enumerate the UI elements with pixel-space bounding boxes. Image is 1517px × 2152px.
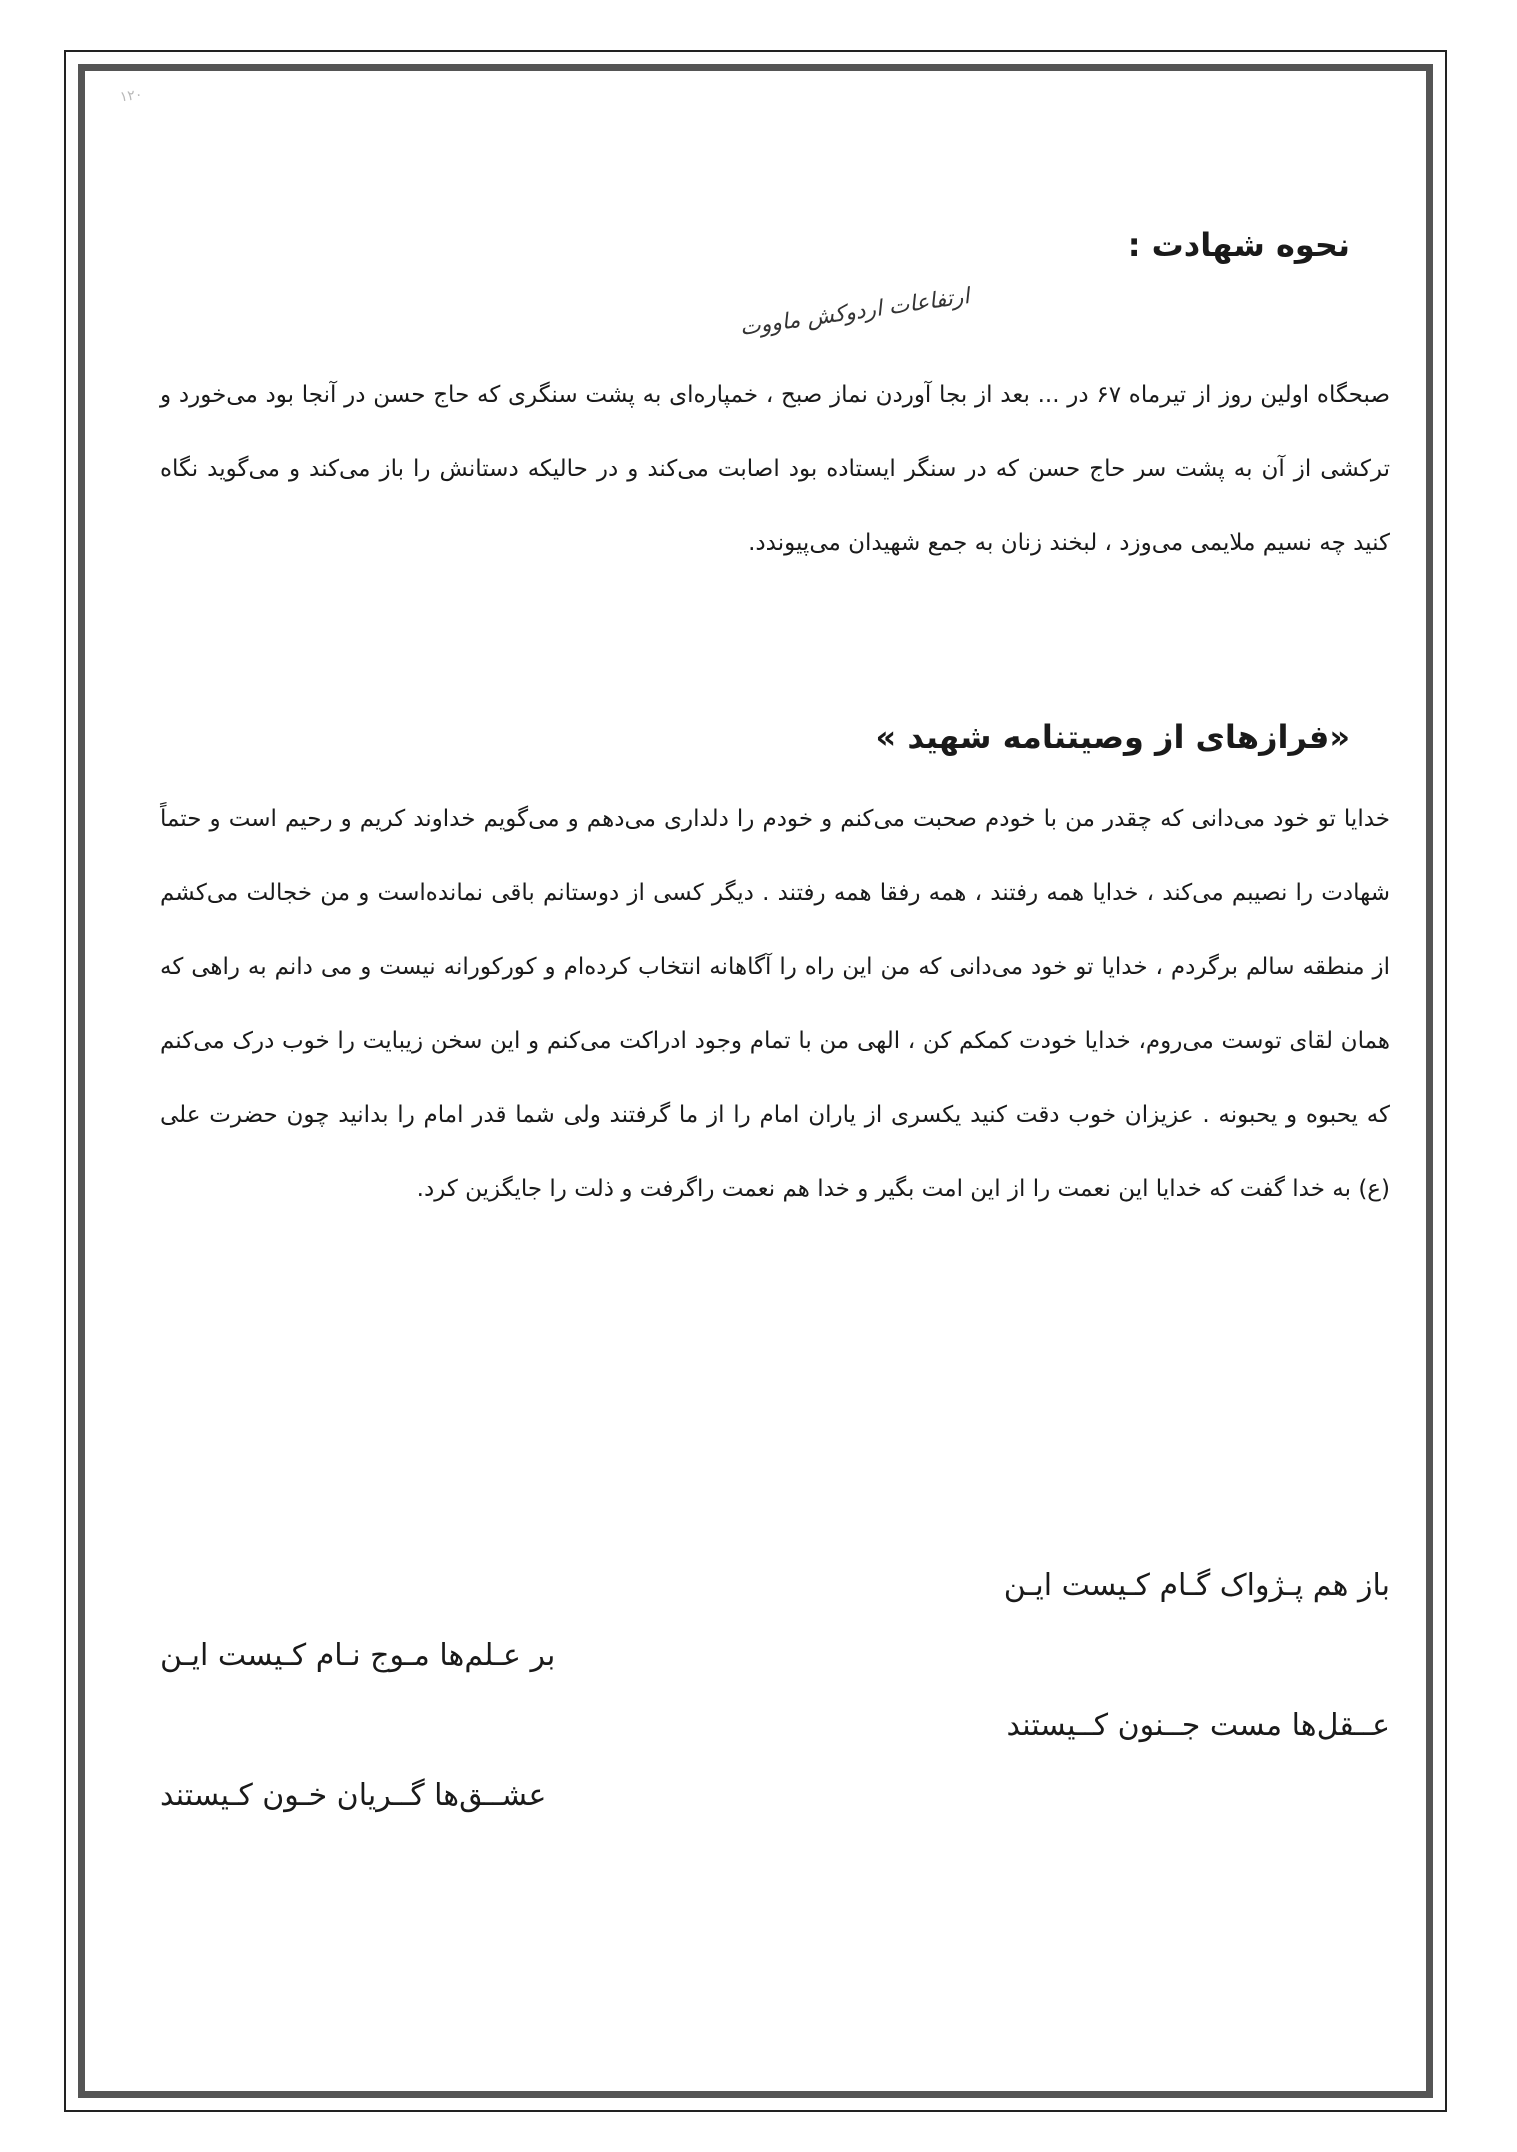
poem-line-1: باز هم پـژواک گـام کـیست ایـن [1003, 1568, 1390, 1603]
paragraph-will-excerpts: خدایا تو خود می‌دانی که چقدر من با خودم صحبت می‌کنم و خودم را دلداری می‌دهم و می‌گویم خداوند کریم و رحیم است و حتماً شهادت را نصیبم می‌کند ، خدایا همه رفتند ، همه رفقا همه رفتند . دیگر کسی از دوستانم باقی نمانده‌است و من خجالت می‌کشم از منطقه سالم برگردم ، خدایا تو خود می‌دانی که من این راه را آگاهانه انتخاب کرده‌ام و کورکورانه نیست و می دانم به راهی که همان لقای توست می‌روم، خدایا خودت کمکم کن ، الهی من با تمام وجود ادراکت می‌کنم و این سخن زیبایت را خوب درک می‌کنم که یحبوه و یحبونه . عزیزان خوب دقت کنید یکسری از یاران امام را از ما گرفتند ولی شما قدر امام را بدانید چون حضرت علی (ع) به خدا گفت که خدایا این نعمت را از این امت بگیر و خدا هم نعمت راگرفت و ذلت را جایگزین کرد. [160, 806, 1390, 1202]
poem-line-4: عشــق‌ها گــریان خـون کـیستند [160, 1778, 547, 1813]
heading-manner-of-martyrdom: نحوه شهادت : [1127, 226, 1350, 264]
poem-line-3: عــقل‌ها مست جــنون کــیستند [1006, 1708, 1390, 1743]
paragraph-manner-of-martyrdom: صبحگاه اولین روز از تیرماه ۶۷ در ... بعد از بجا آوردن نماز صبح ، خمپاره‌ای به پشت سنگری که حاج حسن در آنجا بود می‌خورد و ترکشی از آن به پشت سر حاج حسن که در سنگر ایستاده بود اصابت می‌کند و در حالیکه دستانش را باز می‌کند و می‌گوید نگاه کنید چه نسیم ملایمی می‌وزد ، لبخند زنان به جمع شهیدان می‌پیوندد. [160, 382, 1390, 556]
poem-block [160, 1540, 1390, 1840]
handwritten-annotation: ارتفاعات اردوکش ماووت [738, 284, 971, 341]
heading-will-excerpts: «فرازهای از وصیتنامه شهید » [875, 718, 1350, 756]
corner-pencil-mark: ۱۲۰ [118, 86, 144, 106]
poem-line-2: بر عـلم‌ها مـوج نـام کـیست ایـن [160, 1638, 556, 1673]
